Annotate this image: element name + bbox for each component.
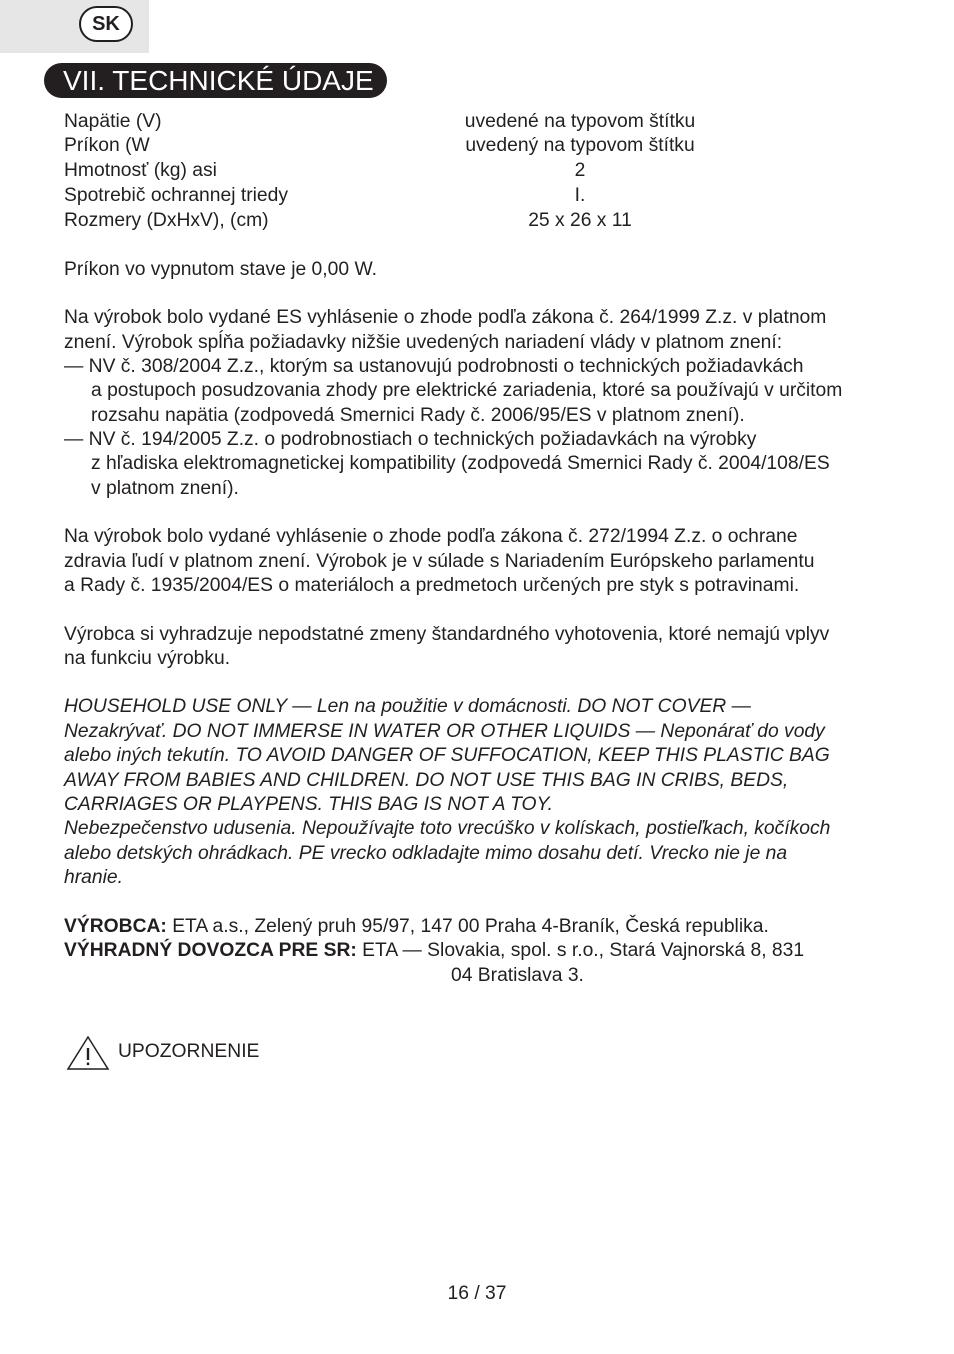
language-tab [0,0,149,53]
declaration-line: Na výrobok bolo vydané ES vyhlásenie o zhode podľa zákona č. 264/1999 Z.z. v platnom [64,307,827,328]
spec-label: Hmotnosť (kg) asi [64,160,217,181]
declaration-line: z hľadiska elektromagnetickej kompatibility (zodpovedá Smernici Rady č. 2004/108/ES [91,453,830,474]
manufacturer-label: VÝROBCA: [64,916,167,937]
warning-line: hranie. [64,867,123,888]
reservation-line: Výrobca si vyhradzuje nepodstatné zmeny štandardného vyhotovenia, ktoré nemajú vplyv [64,624,830,645]
warning-line: alebo iných tekutín. TO AVOID DANGER OF SUFFOCATION, KEEP THIS PLASTIC BAG [64,745,830,766]
caution-label: UPOZORNENIE [118,1041,260,1062]
declaration-line: — NV č. 308/2004 Z.z., ktorým sa ustanovujú podrobnosti o technických požiadavkách [64,356,804,377]
standby-power-text: Príkon vo vypnutom stave je 0,00 W. [64,259,377,280]
warning-line: alebo detských ohrádkach. PE vrecko odkladajte mimo dosahu detí. Vrecko nie je na [64,843,788,864]
spec-label: Príkon (W [64,135,150,156]
warning-line: AWAY FROM BABIES AND CHILDREN. DO NOT USE THIS BAG IN CRIBS, BEDS, [64,770,789,791]
warning-line: Nebezpečenstvo udusenia. Nepoužívajte toto vrecúško v kolískach, postieľkach, kočíkoch [64,818,831,839]
importer-line [64,939,804,963]
spec-value: 2 [574,160,586,181]
declaration-line: — NV č. 194/2005 Z.z. o podrobnostiach o technických požiadavkách na výrobky [64,429,757,450]
warning-line: HOUSEHOLD USE ONLY — Len na použitie v domácnosti. DO NOT COVER — [64,696,751,717]
language-badge: SK [79,6,133,42]
importer-label: VÝHRADNÝ DOVOZCA PRE SR: [64,940,357,961]
page-number: 16 / 37 [447,1283,507,1304]
section-title: VII. TECHNICKÉ ÚDAJE [44,63,387,98]
spec-label: Rozmery (DxHxV), (cm) [64,210,269,231]
health-declaration-line: zdravia ľudí v platnom znení. Výrobok je v súlade s Nariadením Európskeho parlamentu [64,551,815,572]
spec-value: uvedený na typovom štítku [465,135,695,156]
spec-value: I. [574,185,586,206]
warning-line: CARRIAGES OR PLAYPENS. THIS BAG IS NOT A TOY. [64,794,553,815]
declaration-line: rozsahu napätia (zodpovedá Smernici Rady č. 2006/95/ES v platnom znení). [91,405,745,426]
health-declaration-line: Na výrobok bolo vydané vyhlásenie o zhode podľa zákona č. 272/1994 Z.z. o ochrane [64,526,798,547]
warning-line: Nezakrývať. DO NOT IMMERSE IN WATER OR OTHER LIQUIDS — Neponárať do vody [64,721,825,742]
importer-text: ETA — Slovakia, spol. s r.o., Stará Vajnorská 8, 831 [356,940,805,961]
health-declaration-line: a Rady č. 1935/2004/ES o materiáloch a predmetoch určených pre styk s potravinami. [64,575,800,596]
importer-line-cont: 04 Bratislava 3. [451,965,584,986]
manufacturer-text: ETA a.s., Zelený pruh 95/97, 147 00 Praha 4-Braník, Česká republika. [166,916,769,937]
declaration-line: v platnom znení). [91,478,239,499]
spec-label: Spotrebič ochrannej triedy [64,185,289,206]
manufacturer-line [64,915,769,939]
warning-triangle-icon [66,1035,110,1071]
declaration-line: znení. Výrobok spĺňa požiadavky nižšie uvedených nariadení vlády v platnom znení: [64,332,783,353]
spec-value: uvedené na typovom štítku [464,111,696,132]
declaration-line: a postupoch posudzovania zhody pre elektrické zariadenia, ktoré sa používajú v určitom [91,380,843,401]
spec-value: 25 x 26 x 11 [528,210,632,231]
spec-label: Napätie (V) [64,111,162,132]
reservation-line: na funkciu výrobku. [64,648,231,669]
